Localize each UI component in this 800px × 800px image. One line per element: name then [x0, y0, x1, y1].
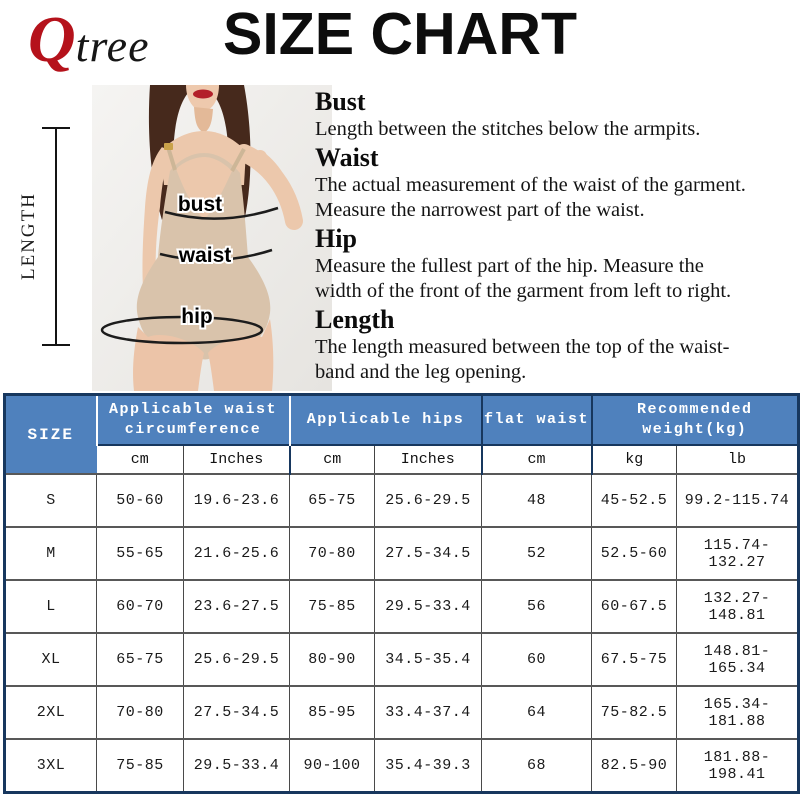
- col-header-flat-waist: flat waist: [482, 395, 592, 446]
- value-cell: 19.6-23.6: [184, 474, 290, 527]
- value-cell: 25.6-29.5: [375, 474, 482, 527]
- value-cell: 99.2-115.74: [677, 474, 799, 527]
- value-cell: 35.4-39.3: [375, 739, 482, 793]
- desc-line: Length between the stitches below the armpits.: [315, 118, 701, 140]
- length-label: LENGTH: [18, 192, 39, 280]
- col-header-applicable-hips: Applicable hips: [290, 395, 482, 446]
- size-cell: M: [5, 527, 97, 580]
- desc-line: The actual measurement of the waist of the garment.: [315, 174, 746, 196]
- value-cell: 65-75: [97, 633, 184, 686]
- desc-line: width of the front of the garment from left to right.: [315, 280, 732, 302]
- value-cell: 34.5-35.4: [375, 633, 482, 686]
- table-row: [5, 580, 799, 633]
- value-cell: 27.5-34.5: [375, 527, 482, 580]
- waist-label: waist: [178, 244, 232, 267]
- value-cell: 56: [482, 580, 592, 633]
- value-cell: 181.88-198.41: [677, 739, 799, 793]
- size-cell: XL: [5, 633, 97, 686]
- desc-heading-length: Length: [315, 305, 395, 334]
- value-cell: 68: [482, 739, 592, 793]
- value-cell: 52: [482, 527, 592, 580]
- table-row: [5, 739, 799, 793]
- value-cell: 55-65: [97, 527, 184, 580]
- value-cell: 67.5-75: [592, 633, 677, 686]
- table-row: [5, 686, 799, 739]
- col-header-size: SIZE: [5, 395, 97, 475]
- value-cell: 27.5-34.5: [184, 686, 290, 739]
- desc-heading-bust: Bust: [315, 87, 366, 116]
- unit-waist-inches: Inches: [184, 445, 290, 474]
- table-header-row: [5, 395, 799, 446]
- table-row: [5, 633, 799, 686]
- value-cell: 60-67.5: [592, 580, 677, 633]
- brand-logo: [28, 3, 150, 76]
- value-cell: 85-95: [290, 686, 375, 739]
- model-photo: [92, 85, 332, 391]
- value-cell: 165.34-181.88: [677, 686, 799, 739]
- desc-heading-waist: Waist: [315, 143, 379, 172]
- value-cell: 75-85: [290, 580, 375, 633]
- table-units-row: [5, 445, 799, 474]
- value-cell: 115.74-132.27: [677, 527, 799, 580]
- unit-weight-lb: lb: [677, 445, 799, 474]
- value-cell: 80-90: [290, 633, 375, 686]
- desc-line: band and the leg opening.: [315, 361, 527, 383]
- logo-tree-text: tree: [75, 20, 150, 71]
- size-table-wrap: [3, 393, 800, 794]
- measurement-descriptions: [315, 86, 798, 385]
- value-cell: 60-70: [97, 580, 184, 633]
- page-title: SIZE CHART: [223, 1, 577, 67]
- lips: [193, 90, 213, 99]
- bust-label: bust: [177, 193, 223, 216]
- value-cell: 23.6-27.5: [184, 580, 290, 633]
- value-cell: 132.27-148.81: [677, 580, 799, 633]
- value-cell: 21.6-25.6: [184, 527, 290, 580]
- value-cell: 64: [482, 686, 592, 739]
- length-line-bottom-cap: [42, 344, 70, 346]
- unit-weight-kg: kg: [592, 445, 677, 474]
- logo-q-letter: Q: [28, 3, 76, 76]
- length-measure-line: [55, 128, 57, 345]
- desc-heading-hip: Hip: [315, 224, 357, 253]
- unit-waist-cm: cm: [97, 445, 184, 474]
- value-cell: 50-60: [97, 474, 184, 527]
- desc-line: Measure the fullest part of the hip. Measure the: [315, 255, 704, 277]
- value-cell: 29.5-33.4: [184, 739, 290, 793]
- table-row: [5, 474, 799, 527]
- value-cell: 70-80: [290, 527, 375, 580]
- unit-flat-waist-cm: cm: [482, 445, 592, 474]
- col-header-recommended-weight: Recommended weight(kg): [592, 395, 799, 446]
- size-table-body: [5, 474, 799, 793]
- strap-clip: [164, 143, 173, 150]
- size-cell: 2XL: [5, 686, 97, 739]
- value-cell: 82.5-90: [592, 739, 677, 793]
- value-cell: 90-100: [290, 739, 375, 793]
- value-cell: 65-75: [290, 474, 375, 527]
- value-cell: 60: [482, 633, 592, 686]
- unit-hips-cm: cm: [290, 445, 375, 474]
- value-cell: 148.81-165.34: [677, 633, 799, 686]
- desc-line: Measure the narrowest part of the waist.: [315, 199, 645, 221]
- model-illustration: [92, 85, 332, 391]
- hip-label: hip: [181, 305, 213, 328]
- size-cell: S: [5, 474, 97, 527]
- value-cell: 75-85: [97, 739, 184, 793]
- unit-hips-inches: Inches: [375, 445, 482, 474]
- right-hand: [253, 150, 267, 164]
- size-cell: 3XL: [5, 739, 97, 793]
- size-cell: L: [5, 580, 97, 633]
- size-table: [3, 393, 800, 794]
- col-header-waist-circumference: Applicable waist circumference: [97, 395, 290, 446]
- value-cell: 45-52.5: [592, 474, 677, 527]
- value-cell: 52.5-60: [592, 527, 677, 580]
- value-cell: 70-80: [97, 686, 184, 739]
- value-cell: 48: [482, 474, 592, 527]
- value-cell: 25.6-29.5: [184, 633, 290, 686]
- table-row: [5, 527, 799, 580]
- desc-line: The length measured between the top of the waist-: [315, 336, 730, 358]
- value-cell: 33.4-37.4: [375, 686, 482, 739]
- value-cell: 29.5-33.4: [375, 580, 482, 633]
- value-cell: 75-82.5: [592, 686, 677, 739]
